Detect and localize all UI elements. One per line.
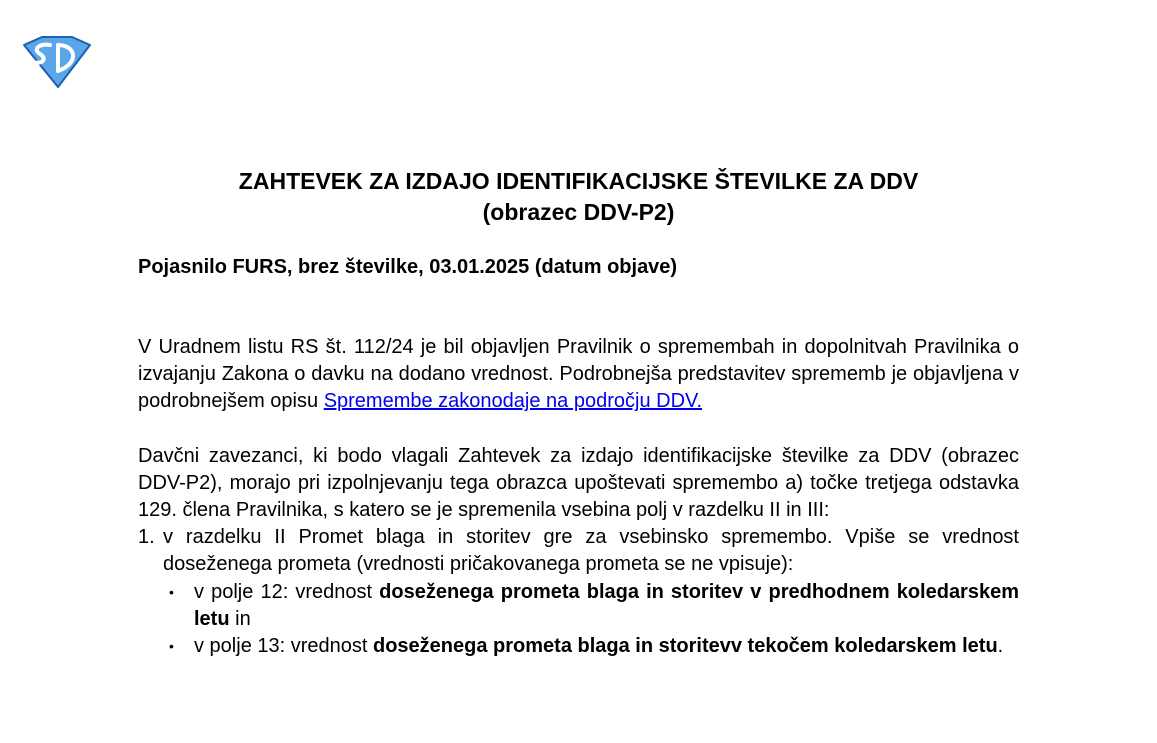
document-title: ZAHTEVEK ZA IZDAJO IDENTIFIKACIJSKE ŠTEVILKE ZA DDV bbox=[238, 168, 919, 194]
bullet-item bbox=[163, 633, 1019, 660]
document-subtitle: Pojasnilo FURS, brez številke, 03.01.2025 (datum objave) bbox=[138, 256, 678, 278]
bullet-prefix: v polje 12: vrednost bbox=[194, 580, 380, 603]
list-item-text: v razdelku II Promet blaga in storitev gre za vsebinsko spremembo. Vpiše se vrednost doseženega prometa (vrednosti pričakovanega prometa se ne vpisuje): bbox=[163, 526, 1019, 576]
legislation-changes-link[interactable]: Spremembe zakonodaje na področju DDV. bbox=[323, 390, 703, 413]
bullet-suffix: . bbox=[997, 635, 1004, 658]
bullet-icon: • bbox=[169, 638, 174, 655]
changes-list bbox=[138, 524, 1019, 660]
bullet-prefix: v polje 13: vrednost bbox=[194, 635, 373, 658]
bullet-icon: • bbox=[169, 583, 174, 600]
bullet-bold-text: doseženega prometa blaga in storitevv tekočem koledarskem letu bbox=[373, 635, 998, 658]
bullet-suffix: in bbox=[229, 607, 251, 630]
intro-paragraph bbox=[138, 334, 1019, 416]
document-body bbox=[138, 334, 1019, 660]
bullet-bold-text: doseženega prometa blaga in storitev v predhodnem koledarskem letu bbox=[194, 580, 1019, 630]
list-item bbox=[138, 524, 1019, 660]
bullet-item bbox=[163, 579, 1019, 633]
bullet-list bbox=[163, 579, 1019, 661]
document-form-code: (obrazec DDV-P2) bbox=[482, 199, 675, 225]
instructions-paragraph: Davčni zavezanci, ki bodo vlagali Zahtevek za izdajo identifikacijske številke za DDV (obrazec DDV-P2), morajo pri izpolnjevanju tega obrazca upoštevati spremembo a) točke tretjega odstavka 129. člena Pravilnika, s katero se je spremenila vsebina polj v razdelku II in III: bbox=[138, 444, 1019, 522]
list-item-number: 1. bbox=[138, 526, 155, 549]
intro-text: V Uradnem listu RS št. 112/24 je bil objavljen Pravilnik o spremembah in dopolnitvah Pravilnika o izvajanju Zakona o davku na dodano vrednost. Podrobnejša predstavitev sprememb je objavljena v podrobnejšem opisu bbox=[138, 336, 1019, 413]
sd-logo bbox=[20, 33, 94, 89]
